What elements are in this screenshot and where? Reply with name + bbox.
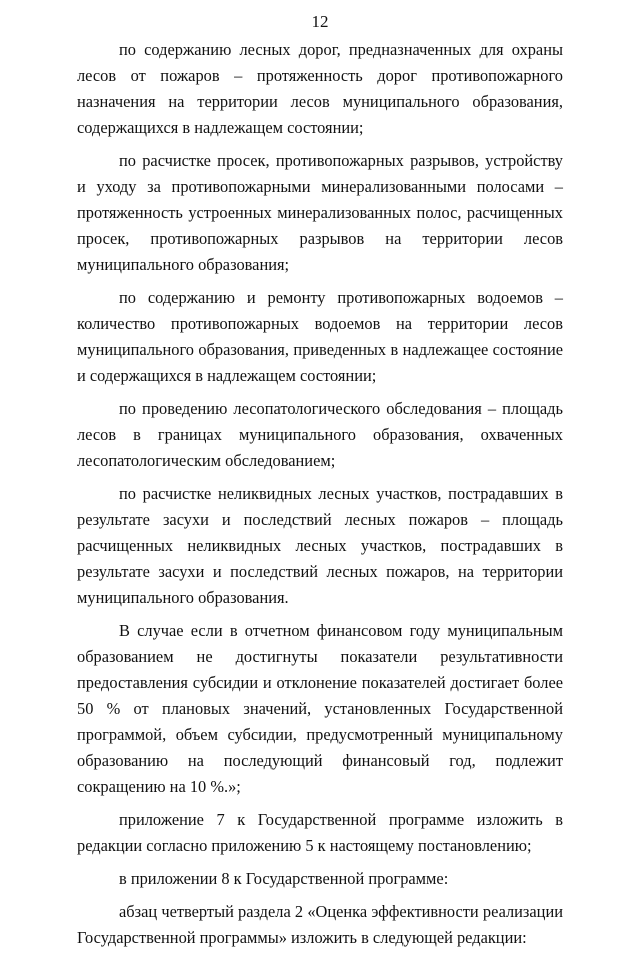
document-body bbox=[77, 37, 563, 958]
paragraph-appendix-7: приложение 7 к Государственной программе изложить в редакции согласно приложению 5 к настоящему постановлению; bbox=[77, 810, 563, 855]
paragraph-subsidy-reduction: В случае если в отчетном финансовом году муниципальным образованием не достигнуты показатели результативности предоставления субсидии и отклонение показателей достигает более 50 % от плановых значений, установленных Государственной программой, объем субсидии, предусмотренный муниципальному образованию на последующий финансовый год, подлежит сокращению на 10 %.»; bbox=[77, 621, 563, 796]
paragraph-forest-pathology-survey: по проведению лесопатологического обследования – площадь лесов в границах муниципального образования, охваченных лесопатологическим обследованием; bbox=[77, 399, 563, 470]
page-number: 12 bbox=[311, 12, 329, 31]
paragraph-clearings-firebreaks: по расчистке просек, противопожарных разрывов, устройству и уходу за противопожарными минерализованными полосами – протяженность устроенных минерализованных полос, расчищенных просек, противопожарных разрывов на территории лесов муниципального образования; bbox=[77, 151, 563, 274]
paragraph-fire-reservoirs: по содержанию и ремонту противопожарных водоемов – количество противопожарных водоемов на территории лесов муниципального образования, приведенных в надлежащее состояние и содержащихся в надлежащем состоянии; bbox=[77, 288, 563, 385]
paragraph-appendix-8: в приложении 8 к Государственной программе: bbox=[119, 869, 449, 888]
paragraph-forest-roads: по содержанию лесных дорог, предназначенных для охраны лесов от пожаров – протяженность дорог противопожарного назначения на территории лесов муниципального образования, содержащихся в надлежащем состоянии; bbox=[77, 40, 563, 137]
paragraph-section-2-edit: абзац четвертый раздела 2 «Оценка эффективности реализации Государственной программы» изложить в следующей редакции: bbox=[77, 902, 563, 947]
paragraph-illiquid-plots-clearing: по расчистке неликвидных лесных участков, пострадавших в результате засухи и последствий лесных пожаров – площадь расчищенных неликвидных лесных участков, пострадавших в результате засухи и последствий лесных пожаров, на территории муниципального образования. bbox=[77, 484, 563, 607]
